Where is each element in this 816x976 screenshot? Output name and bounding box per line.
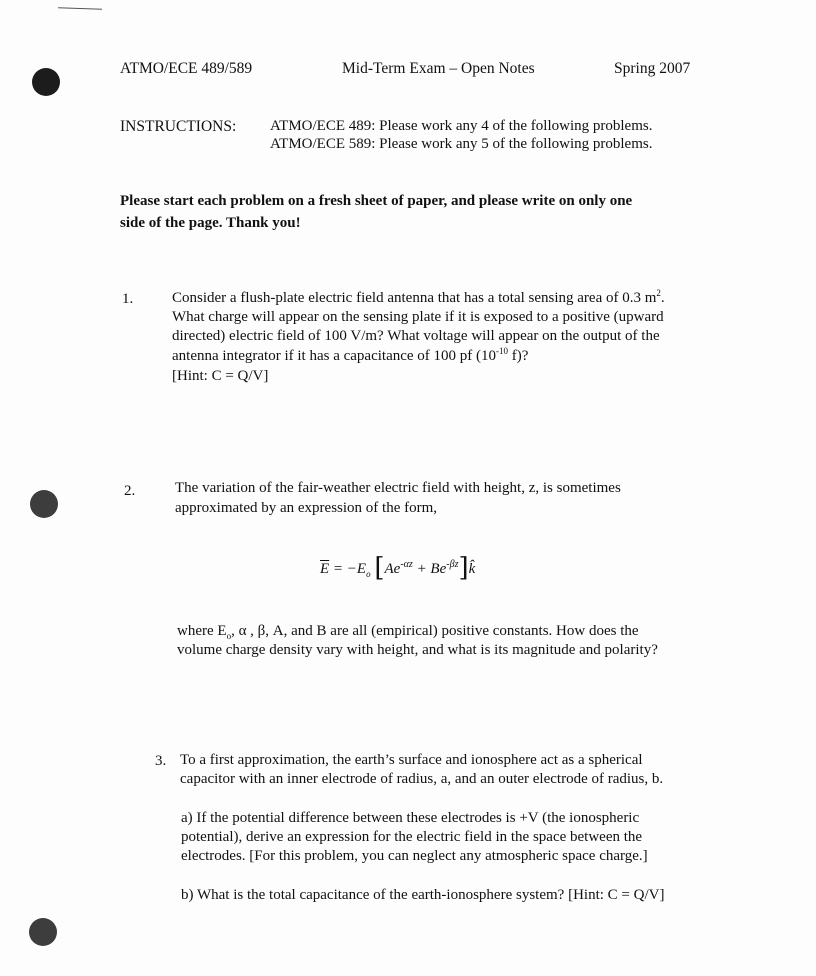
punch-hole-middle <box>30 490 58 518</box>
problem-3-line-2: capacitor with an inner electrode of radius, a, and an outer electrode of radius, b. <box>180 771 664 787</box>
problem-3a-line-1: a) If the potential difference between these electrodes is +V (the ionospheric <box>181 810 640 826</box>
instructions-label: INSTRUCTIONS: <box>120 118 237 135</box>
problem-3-line-1: To a first approximation, the earth’s surface and ionosphere act as a spherical <box>180 752 643 768</box>
problem-3a-line-2: potential), derive an expression for the electric field in the space between the <box>181 829 643 845</box>
problem-2-line-3: where $E_o$, α , β, A, and B are all (empirical) positive constants. How does the <box>177 623 639 641</box>
problem-1-hint: [Hint: C = Q/V] <box>172 368 269 384</box>
problem-1-number: 1. <box>122 291 134 307</box>
exam-term: Spring 2007 <box>614 60 691 77</box>
course-code: ATMO/ECE 489/589 <box>120 60 253 77</box>
problem-1-line-1: Consider a flush-plate electric field antenna that has a total sensing area of 0.3 $m^2$. <box>172 288 665 306</box>
punch-hole-bottom <box>29 918 57 946</box>
problem-3b-line-1: b) What is the total capacitance of the earth-ionosphere system? [Hint: C = Q/V] <box>181 887 665 903</box>
note-line-1: Please start each problem on a fresh sheet of paper, and please write on only one <box>120 193 633 209</box>
problem-2-line-2: approximated by an expression of the form, <box>175 500 438 516</box>
instructions-line-589: ATMO/ECE 589: Please work any 5 of the following problems. <box>270 136 653 152</box>
problem-1-line-2: What charge will appear on the sensing plate if it is exposed to a positive (upward <box>172 309 664 325</box>
problem-3a-line-3: electrodes. [For this problem, you can neglect any atmospheric space charge.] <box>181 848 648 864</box>
problem-1-line-4: antenna integrator if it has a capacitance of 100 pf ($10^{-10}$ f)? <box>172 346 529 364</box>
punch-hole-top <box>32 68 60 96</box>
problem-2-line-4: volume charge density vary with height, and what is its magnitude and polarity? <box>177 642 658 658</box>
electric-field-equation: $\overline{E} = -E_o$ [$Ae^{-\alpha z}$ + $Be^{-\beta z}]k̂$ <box>320 553 476 583</box>
problem-2-number: 2. <box>124 483 136 499</box>
instructions-line-489: ATMO/ECE 489: Please work any 4 of the following problems. <box>270 118 653 134</box>
scan-mark <box>58 7 102 12</box>
problem-3-number: 3. <box>155 753 167 769</box>
problem-1-line-3: directed) electric field of 100 V/m? What voltage will appear on the output of the <box>172 328 660 344</box>
problem-2-line-1: The variation of the fair-weather electric field with height, z, is sometimes <box>175 480 621 496</box>
exam-title: Mid-Term Exam – Open Notes <box>342 60 535 77</box>
note-line-2: side of the page. Thank you! <box>120 215 301 231</box>
